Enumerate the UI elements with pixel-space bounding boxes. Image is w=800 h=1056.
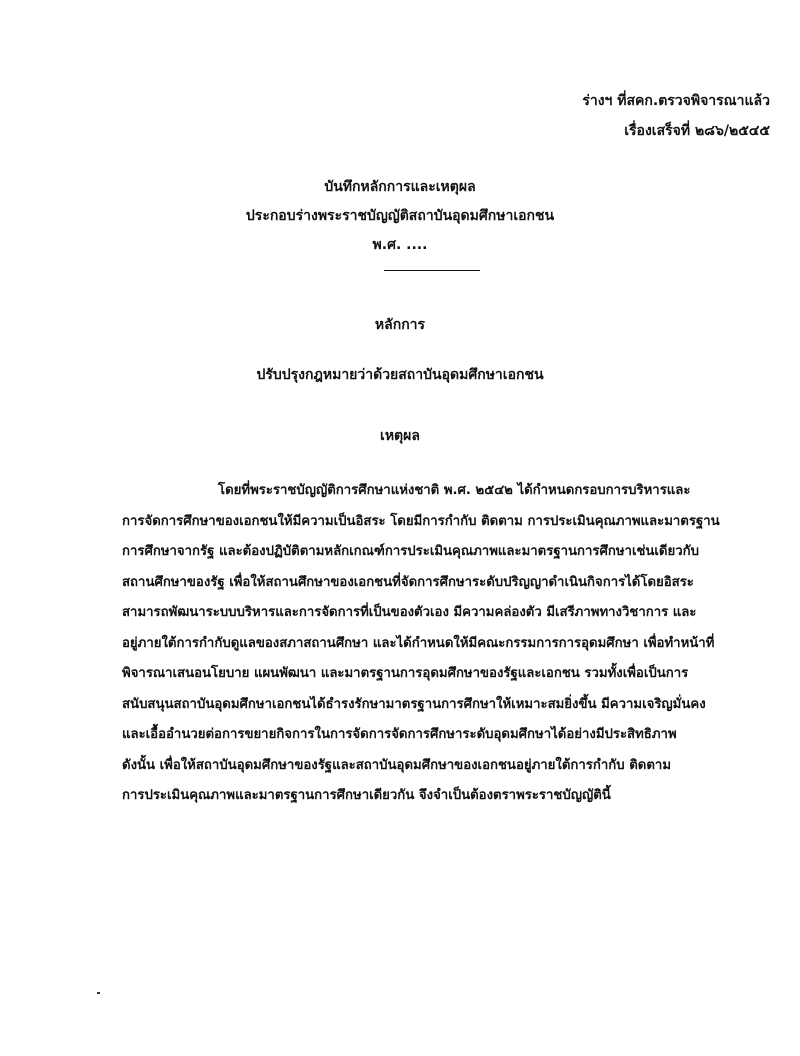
principle-text: ปรับปรุงกฎหมายว่าด้วยสถาบันอุดมศึกษาเอกชน [256,367,544,383]
review-status-line: ร่างฯ ที่สคก.ตรวจพิจารณาแล้ว [582,93,770,109]
paragraph-line: การจัดการศึกษาของเอกชนให้มีความเป็นอิสระ โดยมีการกำกับ ติดตาม การประเมินคุณภาพและมาตรฐาน [122,513,720,529]
reason-heading: เหตุผล [380,428,420,444]
scan-speck [97,992,100,994]
paragraph-line: พิจารณาเสนอนโยบาย แผนพัฒนา และมาตรฐานการอุดมศึกษาของรัฐและเอกชน รวมทั้งเพื่อเป็นการ [122,666,689,681]
document-title [0,173,800,260]
paragraph-line: อยู่ภายใต้การกำกับดูแลของสภาสถานศึกษา และได้กำหนดให้มีคณะกรรมการการอุดมศึกษา เพื่อทำหน้าที่ [122,635,715,651]
paragraph-line: โดยที่พระราชบัญญัติการศึกษาแห่งชาติ พ.ศ. ๒๕๔๒ ได้กำหนดกรอบการบริหารและ [218,483,691,498]
principle-heading: หลักการ [374,317,426,333]
review-status-note [582,86,770,146]
paragraph-line: การประเมินคุณภาพและมาตรฐานการศึกษาเดียวกัน จึงจำเป็นต้องตราพระราชบัญญัตินี้ [122,788,611,803]
paragraph-line: ดังนั้น เพื่อให้สถาบันอุดมศึกษาของรัฐและสถาบันอุดมศึกษาของเอกชนอยู่ภายใต้การกำกับ ติดตาม [122,757,672,773]
reason-paragraph [122,476,762,812]
completion-number-line: เรื่องเสร็จที่ ๒๘๖/๒๕๔๕ [624,123,770,139]
title-line-year: พ.ศ. .... [372,237,428,253]
paragraph-line: และเอื้ออำนวยต่อการขยายกิจการในการจัดการจัดการศึกษาระดับอุดมศึกษาได้อย่างมีประสิทธิภาพ [122,727,677,742]
paragraph-line: สามารถพัฒนาระบบบริหารและการจัดการที่เป็นของตัวเอง มีความคล่องตัว มีเสรีภาพทางวิชาการ และ [122,605,697,620]
title-line-bill: ประกอบร่างพระราชบัญญัติสถาบันอุดมศึกษาเอกชน [245,208,555,224]
paragraph-line: สนับสนุนสถาบันอุดมศึกษาเอกชนได้ธำรงรักษามาตรฐานการศึกษาให้เหมาะสมยิ่งขึ้น มีความเจริญมั่นคง [122,696,706,712]
paragraph-line: สถานศึกษาของรัฐ เพื่อให้สถานศึกษาของเอกชนที่จัดการศึกษาระดับปริญญาดำเนินกิจการได้โดยอิสระ [122,574,694,590]
title-line-memo: บันทึกหลักการและเหตุผล [324,179,476,195]
title-divider [384,270,480,271]
paragraph-line: การศึกษาจากรัฐ และต้องปฏิบัติตามหลักเกณฑ์การประเมินคุณภาพและมาตรฐานการศึกษาเช่นเดียวกับ [122,544,699,559]
